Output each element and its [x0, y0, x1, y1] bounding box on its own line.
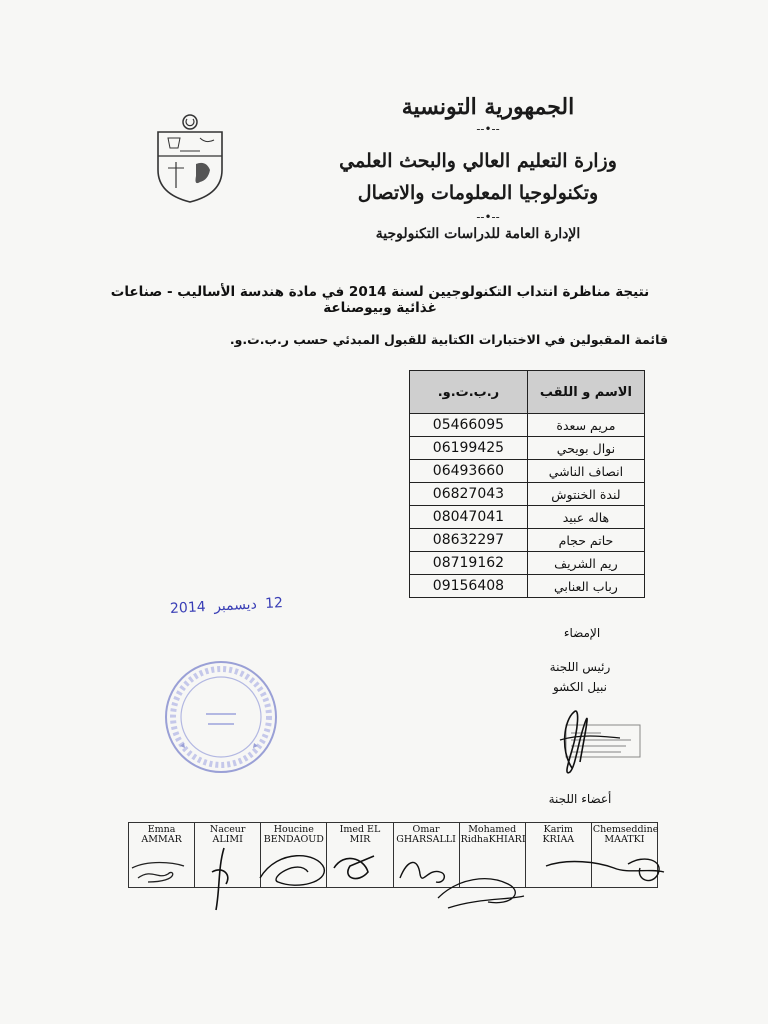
- official-seal-icon: [162, 658, 280, 776]
- member-last-name: KRIAA: [542, 834, 575, 845]
- member-last-name: RidhaKHIARI: [460, 834, 526, 845]
- date-stamp-day: 12: [264, 595, 284, 612]
- candidate-code: 06827043: [410, 483, 528, 506]
- directorate-heading: الإدارة العامة للدراسات التكنولوجية: [375, 226, 581, 242]
- member-last-name: AMMAR: [141, 834, 182, 845]
- table-row: [410, 552, 645, 575]
- table-row: [410, 460, 645, 483]
- chair-name: نبيل الكشو: [552, 680, 607, 694]
- date-stamp: [168, 595, 286, 617]
- candidate-name: لندة الخنتوش: [527, 483, 644, 506]
- ministry-heading-line2: وتكنولوجيا المعلومات والاتصال: [357, 182, 599, 204]
- member-first-name: Naceur: [209, 824, 246, 835]
- signature-label: الإمضاء: [563, 626, 601, 640]
- candidate-code: 06493660: [410, 460, 528, 483]
- coat-of-arms-icon: [150, 112, 230, 204]
- member-last-name: MAATKI: [604, 834, 645, 845]
- header-separator: --•--: [476, 122, 500, 136]
- member-first-name: Emna: [147, 824, 176, 835]
- results-table: [409, 370, 645, 598]
- candidate-code: 09156408: [410, 575, 528, 598]
- republic-heading: الجمهورية التونسية: [401, 94, 575, 120]
- member-signatures: [128, 838, 668, 918]
- table-row: [410, 575, 645, 598]
- candidate-code: 05466095: [410, 414, 528, 437]
- members-label: أعضاء اللجنة: [548, 792, 612, 806]
- member-last-name: MIR: [349, 834, 371, 845]
- member-first-name: Karim: [543, 824, 573, 835]
- document-title: نتيجة مناظرة انتداب التكنولوجيين لسنة 2014 في مادة هندسة الأساليب - صناعات غذائية وبيوصناعة: [110, 284, 650, 316]
- date-stamp-year: 2014: [169, 599, 207, 617]
- candidate-name: هاله عبيد: [527, 506, 644, 529]
- table-row: [410, 529, 645, 552]
- column-header-name: الاسم و اللقب: [527, 371, 644, 414]
- candidate-name: رباب العنابي: [527, 575, 644, 598]
- member-first-name: Omar: [412, 824, 440, 835]
- results-table-header: [410, 371, 645, 414]
- header-separator: --•--: [476, 210, 500, 224]
- member-last-name: BENDAOUD: [263, 834, 324, 845]
- candidate-name: مريم سعدة: [527, 414, 644, 437]
- candidate-name: نوال بويحي: [527, 437, 644, 460]
- date-stamp-month: ديسمبر: [213, 596, 258, 615]
- column-header-code: ر.ب.ت.و.: [410, 371, 528, 414]
- candidate-name: ريم الشريف: [527, 552, 644, 575]
- member-last-name: ALIMI: [212, 834, 243, 845]
- table-row: [410, 506, 645, 529]
- candidate-name: حاتم حجام: [527, 529, 644, 552]
- table-row: [410, 483, 645, 506]
- member-first-name: Imed EL: [339, 824, 381, 835]
- candidate-code: 08632297: [410, 529, 528, 552]
- ministry-heading: وزارة التعليم العالي والبحث العلمي: [339, 150, 617, 172]
- chair-signature: [520, 690, 660, 780]
- candidate-name: انصاف الناشي: [527, 460, 644, 483]
- document-subtitle: قائمة المقبولين في الاختبارات الكتابية للقبول المبدئي حسب ر.ب.ت.و.: [229, 332, 668, 347]
- candidate-code: 06199425: [410, 437, 528, 460]
- member-last-name: GHARSALLI: [396, 834, 456, 845]
- chair-title: رئيس اللجنة: [549, 660, 611, 674]
- table-row: [410, 437, 645, 460]
- candidate-code: 08719162: [410, 552, 528, 575]
- candidate-code: 08047041: [410, 506, 528, 529]
- table-row: [410, 414, 645, 437]
- member-first-name: Chemseddine: [592, 824, 659, 835]
- member-first-name: Mohamed: [468, 824, 517, 835]
- member-first-name: Houcine: [273, 824, 314, 835]
